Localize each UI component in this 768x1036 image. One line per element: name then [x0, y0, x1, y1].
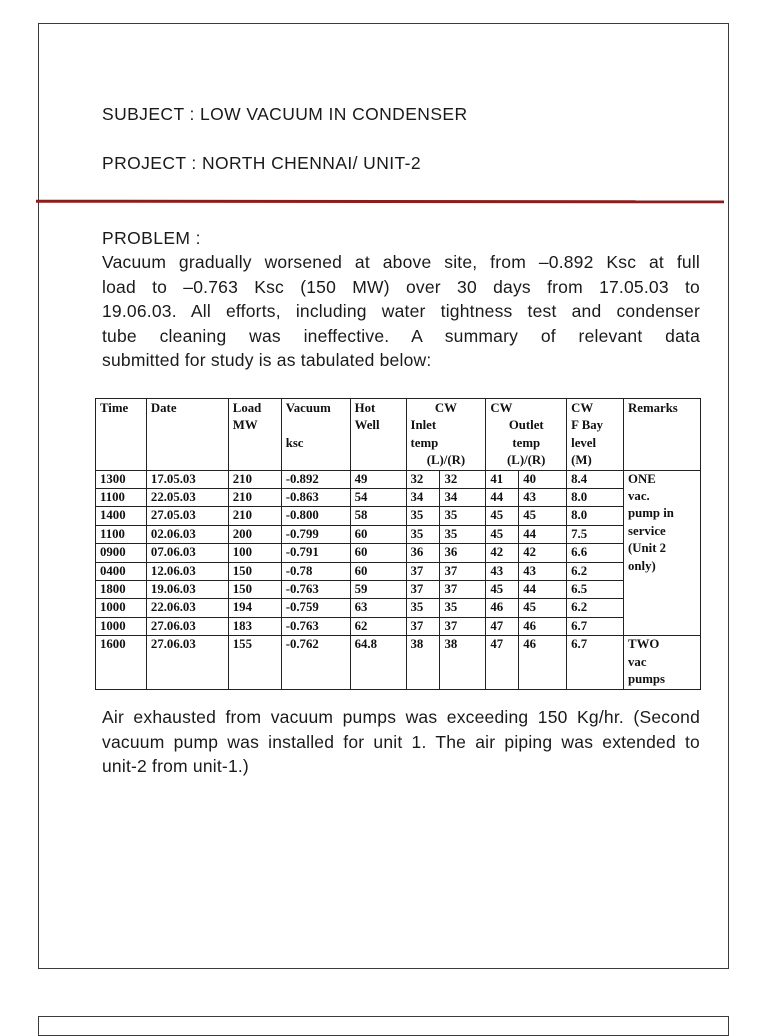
- problem-heading: PROBLEM :: [102, 228, 201, 248]
- cell-vacuum: -0.763: [281, 617, 350, 635]
- header-time: Time: [96, 399, 147, 471]
- cell-outlet-r: 46: [519, 636, 567, 689]
- cell-time: 1100: [96, 489, 147, 507]
- cell-outlet-r: 45: [519, 599, 567, 617]
- cell-hotwell: 54: [350, 489, 406, 507]
- note-line-2: vacuum pump was installed for unit 1. The air piping was extended to: [102, 731, 700, 752]
- cell-hotwell: 59: [350, 581, 406, 599]
- cell-vacuum: -0.863: [281, 489, 350, 507]
- cell-load: 100: [228, 544, 281, 562]
- header-cw-outlet-sub: Outlet temp: [508, 418, 544, 450]
- cell-inlet-r: 37: [440, 562, 486, 580]
- cell-load: 210: [228, 489, 281, 507]
- table-row: [96, 562, 701, 580]
- table-row: [96, 470, 701, 488]
- cell-outlet-l: 41: [486, 470, 519, 488]
- problem-line-1: Vacuum gradually worsened at above site, from –0.892 Ksc at full: [102, 252, 700, 272]
- header-divider: [36, 200, 724, 204]
- header-date: Date: [146, 399, 228, 471]
- cell-vacuum: -0.762: [281, 636, 350, 689]
- cell-inlet-r: 35: [440, 507, 486, 525]
- header-cw-outlet: [486, 399, 567, 471]
- cell-hotwell: 60: [350, 544, 406, 562]
- cell-bay: 8.4: [567, 470, 624, 488]
- cell-load: 183: [228, 617, 281, 635]
- cell-outlet-l: 45: [486, 525, 519, 543]
- cell-bay: 6.7: [567, 617, 624, 635]
- subject-line: SUBJECT : LOW VACUUM IN CONDENSER: [102, 104, 468, 124]
- cell-outlet-l: 47: [486, 636, 519, 689]
- cell-bay: 8.0: [567, 489, 624, 507]
- problem-line-3: 19.06.03. All efforts, including water tightness test and condenser: [102, 301, 700, 322]
- cell-time: 1000: [96, 599, 147, 617]
- cell-date: 12.06.03: [146, 562, 228, 580]
- header-cw-bay: CW F Bay level (M): [567, 399, 624, 471]
- cell-vacuum: -0.763: [281, 581, 350, 599]
- cell-bay: 6.2: [567, 562, 624, 580]
- cell-hotwell: 63: [350, 599, 406, 617]
- cell-outlet-l: 42: [486, 544, 519, 562]
- header-cw-inlet-lr: (L)/(R): [426, 453, 466, 468]
- cell-time: 1400: [96, 507, 147, 525]
- cell-load: 200: [228, 525, 281, 543]
- cell-load: 210: [228, 470, 281, 488]
- cell-load: 194: [228, 599, 281, 617]
- table-row: [96, 636, 701, 689]
- cell-date: 19.06.03: [146, 581, 228, 599]
- cell-inlet-r: 35: [440, 599, 486, 617]
- cell-bay: 6.5: [567, 581, 624, 599]
- header-remarks: Remarks: [624, 399, 701, 471]
- header-vacuum: Vacuum ksc: [281, 399, 350, 471]
- table-header-row: [96, 399, 701, 471]
- cell-bay: 6.6: [567, 544, 624, 562]
- cell-inlet-l: 34: [406, 489, 440, 507]
- cell-outlet-r: 44: [519, 581, 567, 599]
- cell-inlet-l: 32: [406, 470, 440, 488]
- cell-time: 1800: [96, 581, 147, 599]
- cell-inlet-r: 34: [440, 489, 486, 507]
- cell-inlet-r: 37: [440, 617, 486, 635]
- table-row: [96, 525, 701, 543]
- cell-hotwell: 62: [350, 617, 406, 635]
- cell-vacuum: -0.759: [281, 599, 350, 617]
- cell-outlet-l: 45: [486, 581, 519, 599]
- cell-inlet-l: 35: [406, 599, 440, 617]
- cell-hotwell: 60: [350, 525, 406, 543]
- remarks-one-pump: ONE vac. pump in service (Unit 2 only): [624, 470, 701, 636]
- header-cw-inlet-title: CW: [434, 401, 457, 415]
- cell-date: 22.06.03: [146, 599, 228, 617]
- table-row: [96, 544, 701, 562]
- cell-load: 150: [228, 562, 281, 580]
- cell-bay: 8.0: [567, 507, 624, 525]
- cell-inlet-l: 36: [406, 544, 440, 562]
- cell-time: 1100: [96, 525, 147, 543]
- cell-inlet-r: 37: [440, 581, 486, 599]
- cell-inlet-l: 35: [406, 507, 440, 525]
- condenser-data-table: [95, 398, 701, 690]
- cell-inlet-l: 37: [406, 562, 440, 580]
- cell-outlet-r: 43: [519, 489, 567, 507]
- cell-time: 1000: [96, 617, 147, 635]
- cell-vacuum: -0.78: [281, 562, 350, 580]
- header-hotwell: Hot Well: [350, 399, 406, 471]
- cell-hotwell: 49: [350, 470, 406, 488]
- table-row: [96, 599, 701, 617]
- cell-outlet-r: 45: [519, 507, 567, 525]
- header-cw-outlet-lr: (L)/(R): [507, 453, 546, 468]
- table-row: [96, 617, 701, 635]
- cell-outlet-r: 44: [519, 525, 567, 543]
- header-cw-outlet-title: CW: [490, 401, 513, 415]
- cell-inlet-l: 37: [406, 617, 440, 635]
- cell-time: 0400: [96, 562, 147, 580]
- cell-bay: 7.5: [567, 525, 624, 543]
- problem-paragraph: [102, 250, 700, 373]
- cell-hotwell: 60: [350, 562, 406, 580]
- cell-load: 210: [228, 507, 281, 525]
- cell-vacuum: -0.800: [281, 507, 350, 525]
- cell-outlet-r: 46: [519, 617, 567, 635]
- remarks-two-pumps: TWO vac pumps: [624, 636, 701, 689]
- header-load: Load MW: [228, 399, 281, 471]
- note-line-3: unit-2 from unit-1.): [102, 756, 249, 777]
- cell-date: 27.06.03: [146, 617, 228, 635]
- cell-time: 1300: [96, 470, 147, 488]
- note-paragraph: [102, 705, 700, 779]
- cell-date: 17.05.03: [146, 470, 228, 488]
- cell-vacuum: -0.791: [281, 544, 350, 562]
- cell-time: 0900: [96, 544, 147, 562]
- cell-bay: 6.2: [567, 599, 624, 617]
- cell-time: 1600: [96, 636, 147, 689]
- cell-date: 27.05.03: [146, 507, 228, 525]
- table-row: [96, 581, 701, 599]
- cell-outlet-l: 43: [486, 562, 519, 580]
- cell-vacuum: -0.892: [281, 470, 350, 488]
- cell-date: 27.06.03: [146, 636, 228, 689]
- cell-outlet-r: 40: [519, 470, 567, 488]
- cell-outlet-l: 44: [486, 489, 519, 507]
- cell-outlet-r: 43: [519, 562, 567, 580]
- problem-line-4: tube cleaning was ineffective. A summary of relevant data: [102, 325, 700, 346]
- cell-inlet-r: 32: [440, 470, 486, 488]
- problem-line-2: load to –0.763 Ksc (150 MW) over 30 days from 17.05.03 to: [102, 276, 700, 297]
- cell-load: 150: [228, 581, 281, 599]
- cell-outlet-r: 42: [519, 544, 567, 562]
- header-cw-inlet-sub: Inlet temp: [410, 418, 439, 450]
- cell-outlet-l: 47: [486, 617, 519, 635]
- cell-date: 07.06.03: [146, 544, 228, 562]
- cell-date: 22.05.03: [146, 489, 228, 507]
- cell-hotwell: 64.8: [350, 636, 406, 689]
- cell-inlet-l: 35: [406, 525, 440, 543]
- project-line: PROJECT : NORTH CHENNAI/ UNIT-2: [102, 153, 422, 173]
- cell-load: 155: [228, 636, 281, 689]
- note-line-1: Air exhausted from vacuum pumps was exceeding 150 Kg/hr. (Second: [102, 707, 700, 727]
- cell-inlet-r: 38: [440, 636, 486, 689]
- header-cw-inlet: [406, 399, 486, 471]
- cell-date: 02.06.03: [146, 525, 228, 543]
- cell-outlet-l: 45: [486, 507, 519, 525]
- cell-vacuum: -0.799: [281, 525, 350, 543]
- cell-bay: 6.7: [567, 636, 624, 689]
- cell-inlet-r: 36: [440, 544, 486, 562]
- cell-inlet-r: 35: [440, 525, 486, 543]
- table-row: [96, 489, 701, 507]
- next-page-edge: [38, 1016, 729, 1036]
- cell-inlet-l: 38: [406, 636, 440, 689]
- cell-inlet-l: 37: [406, 581, 440, 599]
- table-row: [96, 507, 701, 525]
- cell-outlet-l: 46: [486, 599, 519, 617]
- problem-line-5: submitted for study is as tabulated below:: [102, 350, 432, 371]
- cell-hotwell: 58: [350, 507, 406, 525]
